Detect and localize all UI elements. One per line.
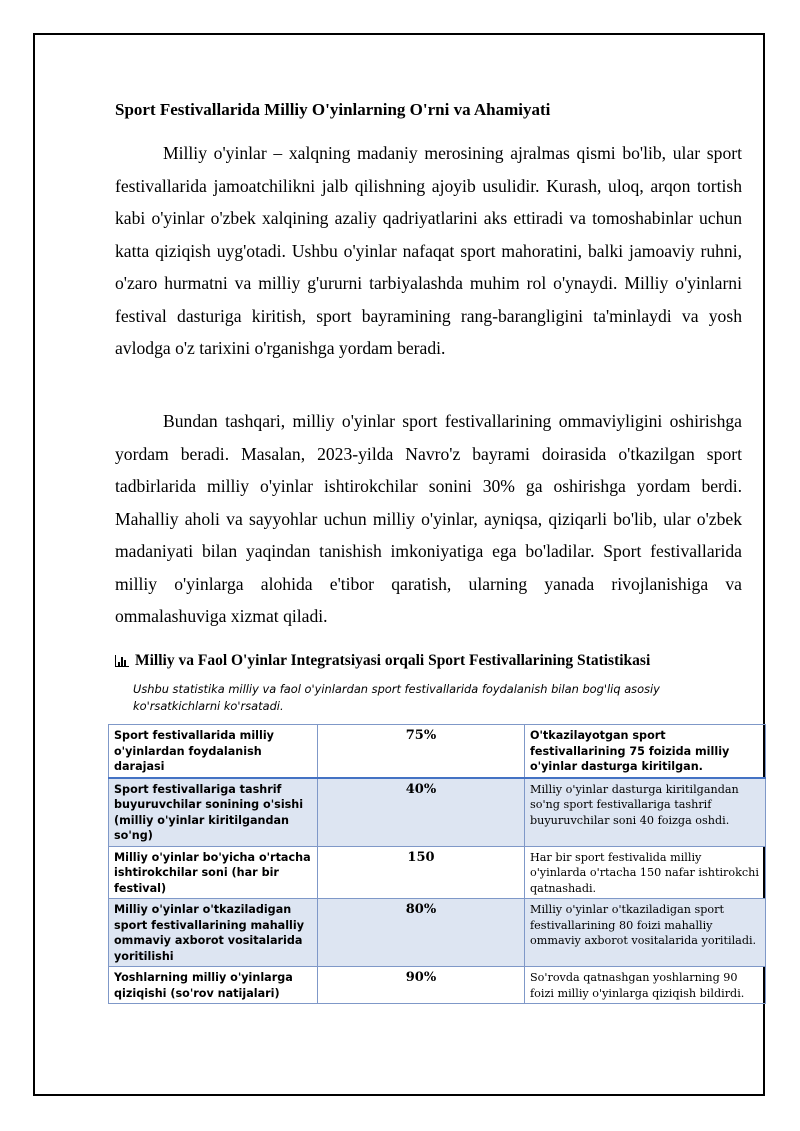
row-value: 150 [318, 846, 525, 899]
row-label: Sport festivallariga tashrif buyuruvchilar sonining o'sishi (milliy o'yinlar kiritilgandan so'ng) [109, 778, 318, 847]
paragraph-1: Milliy o'yinlar – xalqning madaniy merosining ajralmas qismi bo'lib, ular sport festivallarida jamoatchilikni jalb qilishning ajoyib usulidir. Kurash, uloq, arqon tortish kabi o'yinlar o'zbek xalqining azaliy qadriyatlarini aks ettiradi va tomoshabinlar uchun katta qiziqish uyg'otadi. Ushbu o'yinlar nafaqat sport mahoratini, balki jamoaviy ruhni, o'zaro hurmatni va milliy g'ururni tarbiyalashda muhim rol o'ynaydi. Milliy o'yinlarni festival dasturiga kiritish, sport bayramining rang-barangligini ta'minlaydi va yosh avlodga o'z tarixini o'rganishga yordam beradi. [115, 143, 742, 358]
row-description: O'tkazilayotgan sport festivallarining 75 foizida milliy o'yinlar dasturga kiritilgan. [525, 725, 766, 778]
table-row [109, 846, 766, 899]
stats-description: Ushbu statistika milliy va faol o'yinlardan sport festivallarida foydalanish bilan bog'liq asosiy ko'rsatkichlarni ko'rsatadi. [133, 682, 660, 713]
table-row [109, 725, 766, 778]
stats-heading-text: Milliy va Faol O'yinlar Integratsiyasi orqali Sport Festivallarining Statistikasi [135, 652, 651, 669]
paragraph-2: Bundan tashqari, milliy o'yinlar sport festivallarining ommaviyligini oshirishga yordam beradi. Masalan, 2023-yilda Navro'z bayrami doirasida o'tkazilgan sport tadbirlarida milliy o'yinlar ishtirokchilar sonini 30% ga oshirishga yordam berdi. Mahalliy aholi va sayyohlar uchun milliy o'yinlar, ayniqsa, qiziqarli bo'lib, ular o'zbek madaniyati bilan yaqindan tanishish imkoniyatiga ega bo'ladilar. Sport festivallarida milliy o'yinlarga alohida e'tibor qaratish, ularning yanada rivojlanishiga va ommalashuviga xizmat qiladi. [115, 411, 742, 626]
row-value: 40% [318, 778, 525, 847]
row-label: Sport festivallarida milliy o'yinlardan foydalanish darajasi [109, 725, 318, 778]
stats-heading [115, 652, 650, 670]
row-value: 80% [318, 899, 525, 967]
table-row [109, 899, 766, 967]
row-value: 90% [318, 967, 525, 1004]
row-label: Milliy o'yinlar o'tkaziladigan sport festivallarining mahalliy ommaviy axborot vositalarida yoritilishi [109, 899, 318, 967]
bar-chart-icon [115, 655, 129, 667]
row-description: Milliy o'yinlar dasturga kiritilgandan so'ng sport festivallariga tashrif buyuruvchilar soni 40 foizga oshdi. [525, 778, 766, 847]
row-label: Milliy o'yinlar bo'yicha o'rtacha ishtirokchilar soni (har bir festival) [109, 846, 318, 899]
row-description: So'rovda qatnashgan yoshlarning 90 foizi milliy o'yinlarga qiziqish bildirdi. [525, 967, 766, 1004]
document-title: Sport Festivallarida Milliy O'yinlarning O'rni va Ahamiyati [115, 100, 551, 119]
statistics-table [108, 724, 766, 1004]
row-description: Milliy o'yinlar o'tkaziladigan sport festivallarining 80 foizi mahalliy ommaviy axborot vositalarida yoritiladi. [525, 899, 766, 967]
row-description: Har bir sport festivalida milliy o'yinlarda o'rtacha 150 nafar ishtirokchi qatnashadi. [525, 846, 766, 899]
row-value: 75% [318, 725, 525, 778]
table-row [109, 778, 766, 847]
table-row [109, 967, 766, 1004]
row-label: Yoshlarning milliy o'yinlarga qiziqishi (so'rov natijalari) [109, 967, 318, 1004]
